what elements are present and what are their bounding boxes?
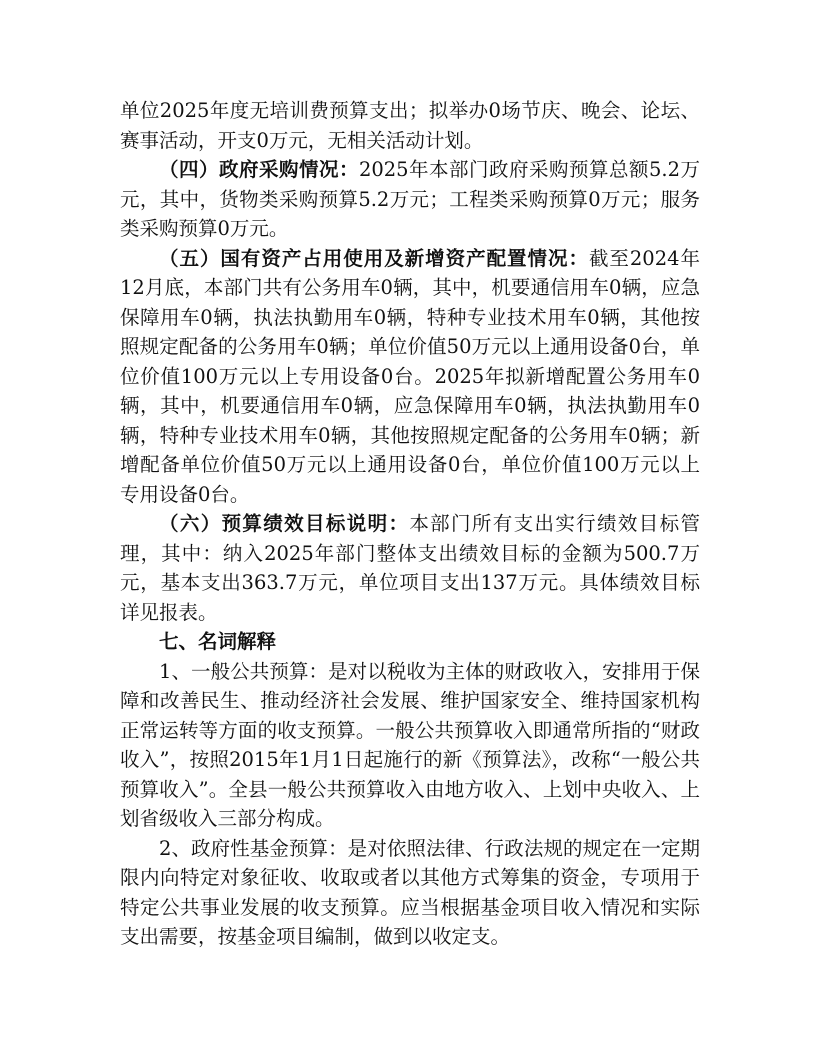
paragraph-government-procurement bbox=[120, 155, 700, 244]
section-heading: 七、名词解释 bbox=[159, 630, 277, 653]
paragraph-text: 2025年本部门政府采购预算总额5.2万元，其中，货物类采购预算5.2万元；工程类采购预算0万元；服务类采购预算0万元。 bbox=[120, 158, 700, 240]
paragraph-lead: （四）政府采购情况： bbox=[159, 158, 359, 181]
paragraph-lead: （六）预算绩效目标说明： bbox=[159, 512, 410, 535]
paragraph-state-assets bbox=[120, 244, 700, 510]
document-body bbox=[120, 96, 700, 952]
paragraph-performance-goals bbox=[120, 509, 700, 627]
definition-text: 2、政府性基金预算：是对依照法律、行政法规的规定在一定期限内向特定对象征收、收取或者以其他方式筹集的资金，专项用于特定公共事业发展的收支预算。应当根据基金项目收入情况和实际支出需要，按基金项目编制，做到以收定支。 bbox=[120, 836, 700, 948]
paragraph-text: 单位2025年度无培训费预算支出；拟举办0场节庆、晚会、论坛、赛事活动，开支0万元，无相关活动计划。 bbox=[120, 99, 700, 152]
paragraph-lead: （五）国有资产占用使用及新增资产配置情况： bbox=[159, 246, 589, 270]
paragraph-text: 本部门所有支出实行绩效目标管理，其中：纳入2025年部门整体支出绩效目标的金额为500.7万元，基本支出363.7万元，单位项目支出137万元。具体绩效目标详见报表。 bbox=[120, 512, 700, 624]
definition-general-public-budget bbox=[120, 657, 700, 834]
definition-text: 1、一般公共预算：是对以税收为主体的财政收入，安排用于保障和改善民生、推动经济社会发展、维护国家安全、维持国家机构正常运转等方面的收支预算。一般公共预算收入即通常所指的“财政收入”，按照2015年1月1日起施行的新《预算法》，改称“一般公共预算收入”。全县一般公共预算收入由地方收入、上划中央收入、上划省级收入三部分构成。 bbox=[120, 659, 700, 830]
paragraph-training-expense bbox=[120, 96, 700, 155]
paragraph-text: 截至2024年12月底，本部门共有公务用车0辆，其中，机要通信用车0辆，应急保障用车0辆，执法执勤用车0辆，特种专业技术用车0辆，其他按照规定配备的公务用车0辆；单位价值50万元以上通用设备0台，单位价值100万元以上专用设备0台。2025年拟新增配置公务用车0辆，其中，机要通信用车0辆，应急保障用车0辆，执法执勤用车0辆，特种专业技术用车0辆，其他按照规定配备的公务用车0辆；新增配备单位价值50万元以上通用设备0台，单位价值100万元以上专用设备0台。 bbox=[120, 246, 700, 506]
definition-government-fund-budget bbox=[120, 834, 700, 952]
